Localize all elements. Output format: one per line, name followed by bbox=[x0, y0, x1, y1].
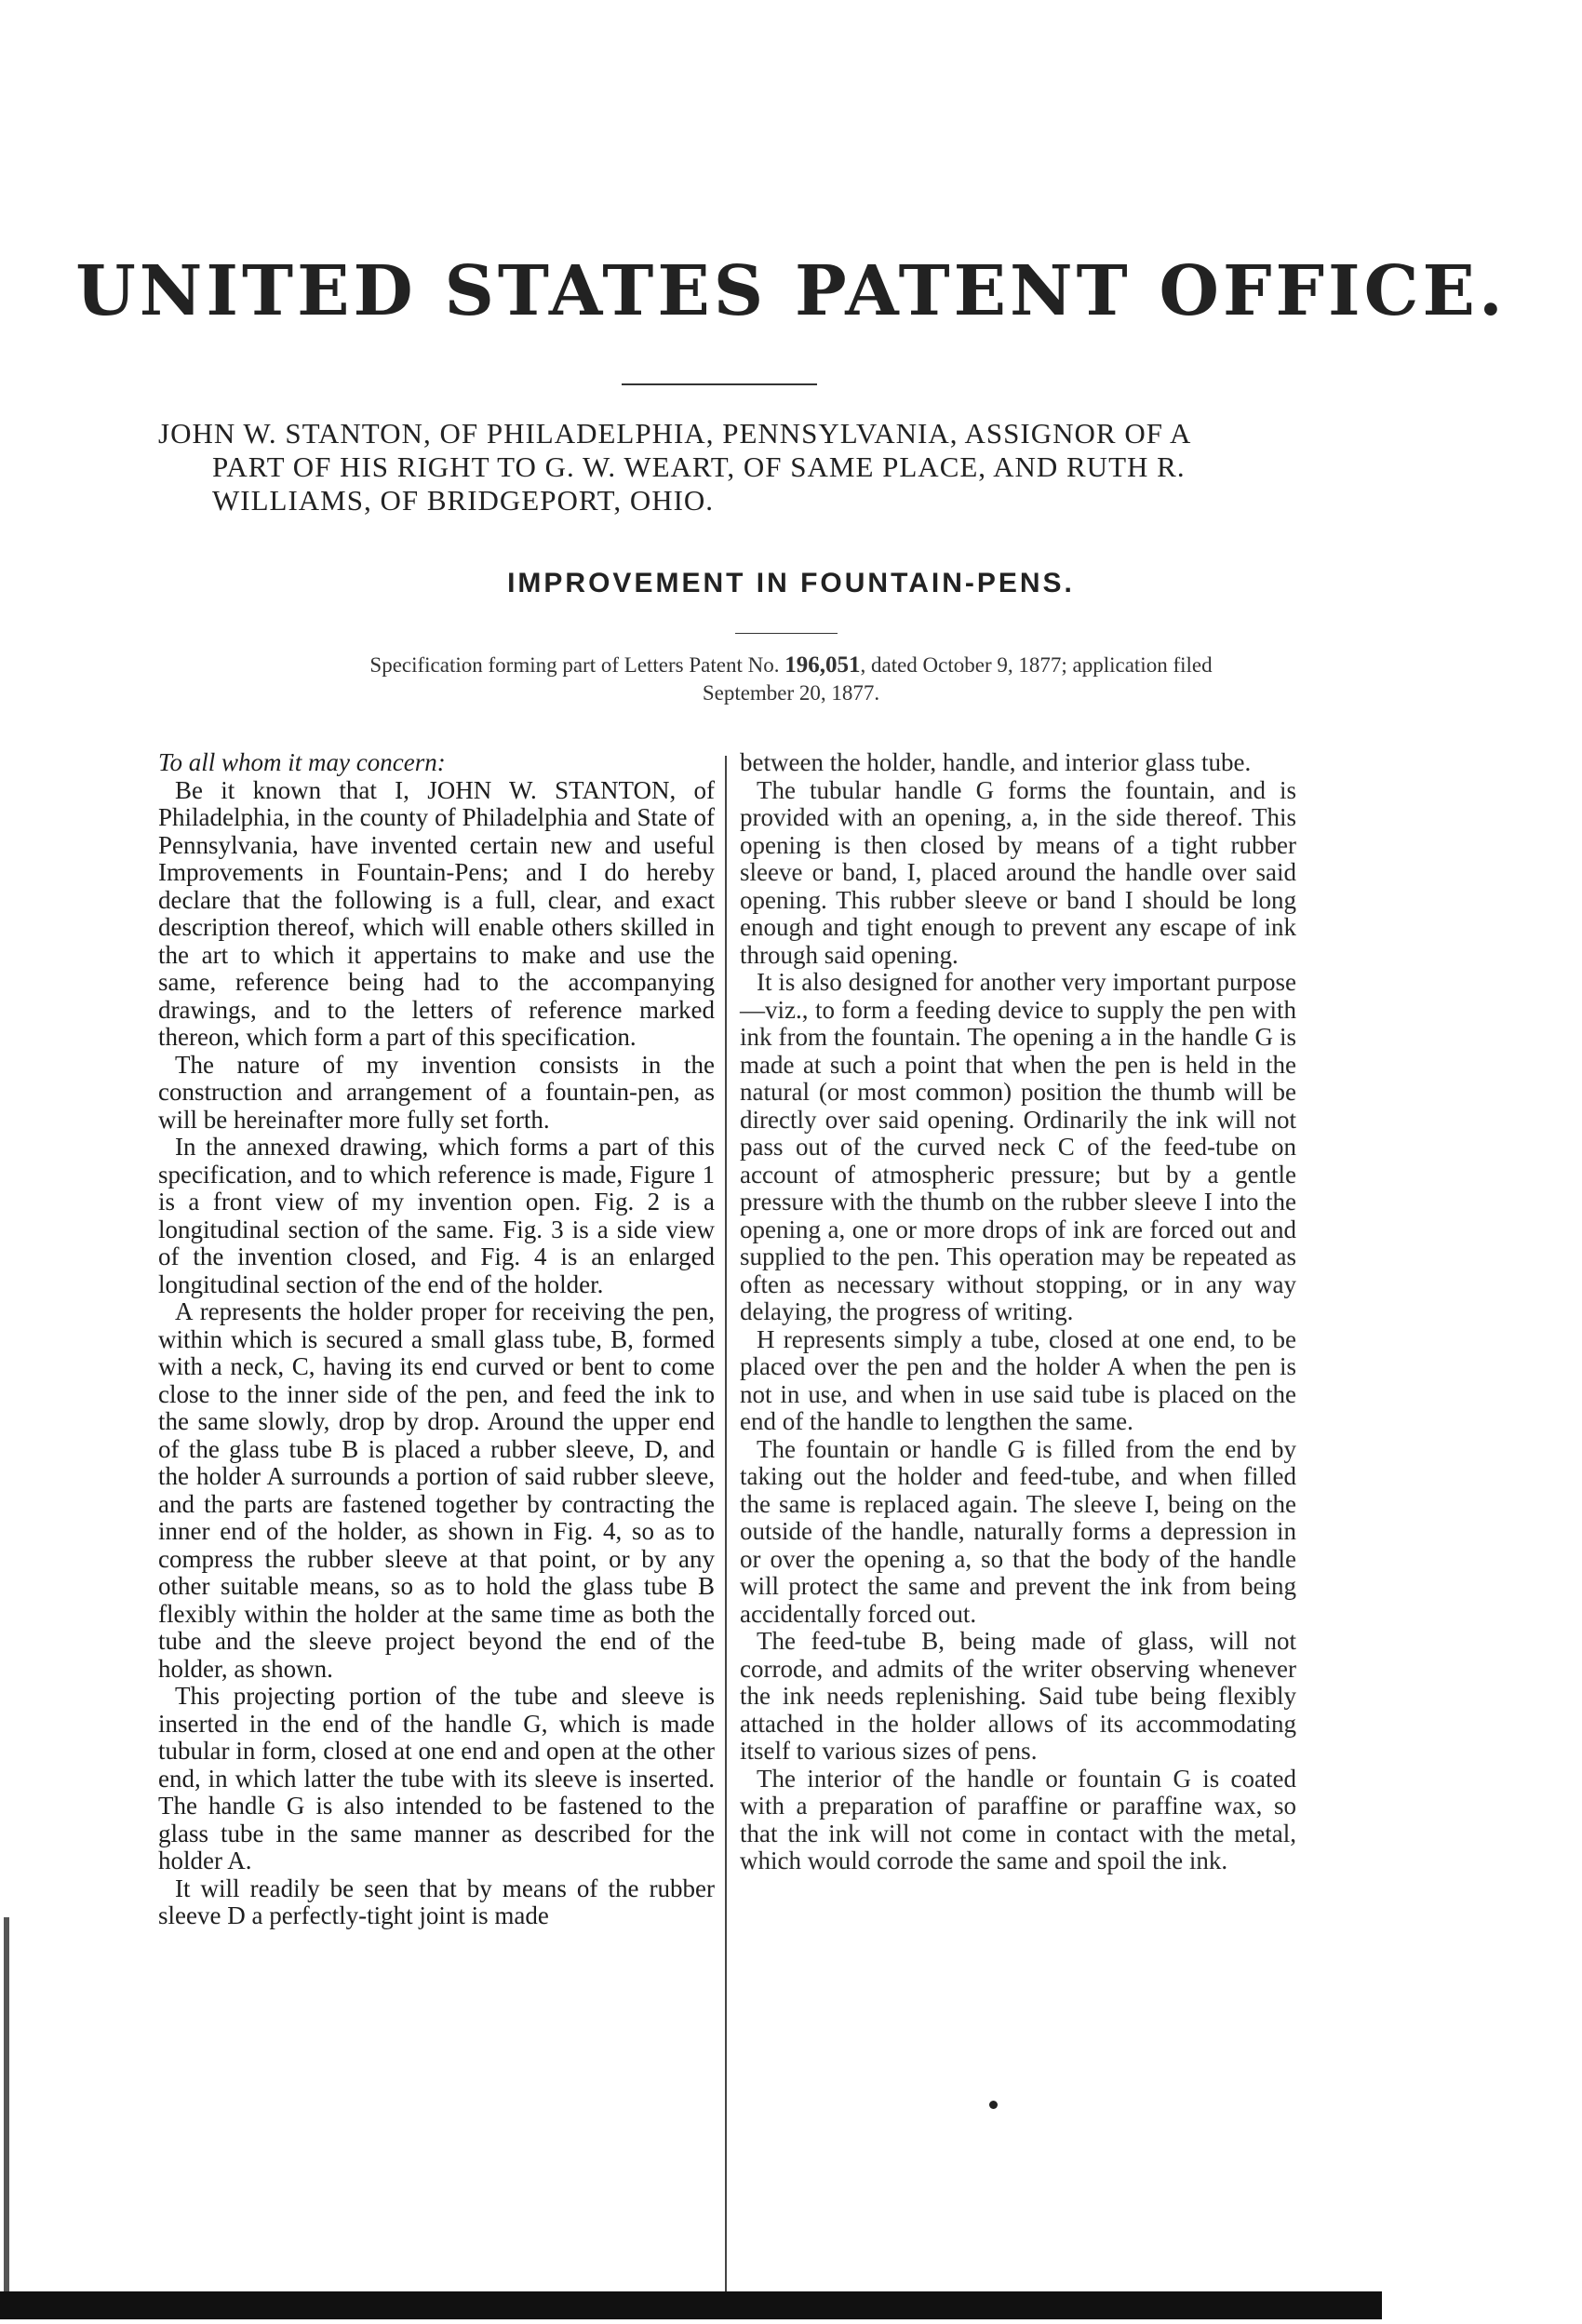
inventor-block bbox=[158, 417, 1312, 517]
patent-number: 196,051 bbox=[784, 652, 861, 678]
paragraph: This projecting portion of the tube and sleeve is inserted in the end of the handle G, which is made tubular in form, closed at one end and open at the other end, in which latter the tube with its sleeve is inserted. The handle G is also intended to be fastened to the glass tube in the same manner as described for the holder A. bbox=[158, 1682, 715, 1874]
salutation: To all whom it may concern: bbox=[158, 748, 446, 776]
paragraph: H represents simply a tube, closed at one end, to be placed over the pen and the holder A when the pen is not in use, and when in use said tube is placed on the end of the handle to lengthen the same. bbox=[740, 1324, 1296, 1435]
right-column bbox=[740, 749, 1296, 1875]
left-column bbox=[158, 749, 715, 1930]
spec-date-line: September 20, 1877. bbox=[702, 681, 880, 705]
paragraph: In the annexed drawing, which forms a part of this specification, and to which reference is made, Figure 1 is a front view of my invention open. Fig. 2 is a longitudinal section of the same. Fig. 3 is a side view of the invention closed, and Fig. 4 is an enlarged longitudinal section of the end of the holder. bbox=[158, 1133, 715, 1298]
office-title: UNITED STATES PATENT OFFICE. bbox=[75, 251, 1507, 331]
paragraph: between the holder, handle, and interior glass tube. bbox=[740, 748, 1252, 776]
paragraph: It will readily be seen that by means of the rubber sleeve D a perfectly-tight joint is made bbox=[158, 1874, 715, 1929]
paragraph: A represents the holder proper for receiving the pen, within which is secured a small glass tube, B, formed with a neck, C, having its end curved or bent to come close to the inner side of the pen, and feed the ink to the same slowly, drop by drop. Around the upper end of the glass tube B is placed a rubber sleeve, D, and the holder A surrounds a portion of said rubber sleeve, and the parts are fastened together by contracting the inner end of the holder, as shown in Fig. 4, so as to compress the rubber sleeve at that point, or by any other suitable means, so as to hold the glass tube B flexibly within the holder at the same time as both the tube and the sleeve project beyond the end of the holder, as shown. bbox=[158, 1297, 715, 1683]
paragraph: It is also designed for another very important purpose—viz., to form a feeding device to supply the pen with ink from the fountain. The opening a in the handle G is made at such a point that when the pen is held in the natural (or most common) position the thumb will be directly over said opening. Ordinarily the ink will not pass out of the curved neck C of the feed-tube on account of atmospheric pressure; but by a gentle pressure with the thumb on the rubber sleeve I into the opening a, one or more drops of ink are forced out and supplied to the pen. This operation may be repeated as often as necessary without stopping, or in any way delaying, the progress of writing. bbox=[740, 968, 1296, 1325]
paragraph: Be it known that I, JOHN W. STANTON, of Philadelphia, in the county of Philadelphia and State of Pennsylvania, have invented certain new and useful Improvements in Fountain-Pens; and I do hereby declare that the following is a full, clear, and exact description thereof, which will enable others skilled in the art to which it appertains to make and use the same, reference being had to the accompanying drawings, and to the letters of reference marked thereon, which form a part of this specification. bbox=[158, 775, 715, 1051]
invention-title: IMPROVEMENT IN FOUNTAIN-PENS. bbox=[507, 568, 1075, 598]
specification-line bbox=[186, 652, 1396, 707]
inventor-line: WILLIAMS, OF BRIDGEPORT, OHIO. bbox=[212, 484, 715, 517]
inventor-line: PART OF HIS RIGHT TO G. W. WEART, OF SAME PLACE, AND RUTH R. bbox=[212, 450, 1186, 483]
paragraph: The nature of my invention consists in the construction and arrangement of a fountain-pen, as will be hereinafter more fully set forth. bbox=[158, 1050, 715, 1134]
paragraph: The interior of the handle or fountain G is coated with a preparation of paraffine or paraffine wax, so that the ink will not come in contact with the metal, which would corrode the same and spoil the ink. bbox=[740, 1764, 1296, 1874]
scan-edge-mark bbox=[4, 1917, 9, 2317]
paragraph: The feed-tube B, being made of glass, will not corrode, and admits of the writer observing whenever the ink needs replenishing. Said tube being flexibly attached in the holder allows of its accommodating itself to various sizes of pens. bbox=[740, 1627, 1296, 1765]
spec-prefix: Specification forming part of Letters Patent No. bbox=[369, 653, 785, 677]
scan-bottom-bar bbox=[0, 2291, 1382, 2319]
subtitle-rule bbox=[735, 633, 838, 634]
paragraph: The tubular handle G forms the fountain, and is provided with an opening, a, in the side thereof. This opening is then closed by means of a tight rubber sleeve or band, I, placed around the handle over said opening. This rubber sleeve or band I should be long enough and tight enough to prevent any escape of ink through said opening. bbox=[740, 775, 1296, 969]
column-divider bbox=[725, 756, 727, 2301]
inventor-line: JOHN W. STANTON, OF PHILADELPHIA, PENNSYLVANIA, ASSIGNOR OF A bbox=[158, 417, 1192, 450]
title-rule bbox=[622, 383, 817, 385]
spec-suffix: , dated October 9, 1877; application filed bbox=[860, 653, 1213, 677]
ink-dot bbox=[989, 2101, 998, 2109]
paragraph: The fountain or handle G is filled from the end by taking out the holder and feed-tube, and when filled the same is replaced again. The sleeve I, being on the outside of the handle, naturally forms a depression in or over the opening a, so that the body of the handle will protect the same and prevent the ink from being accidentally forced out. bbox=[740, 1434, 1296, 1628]
